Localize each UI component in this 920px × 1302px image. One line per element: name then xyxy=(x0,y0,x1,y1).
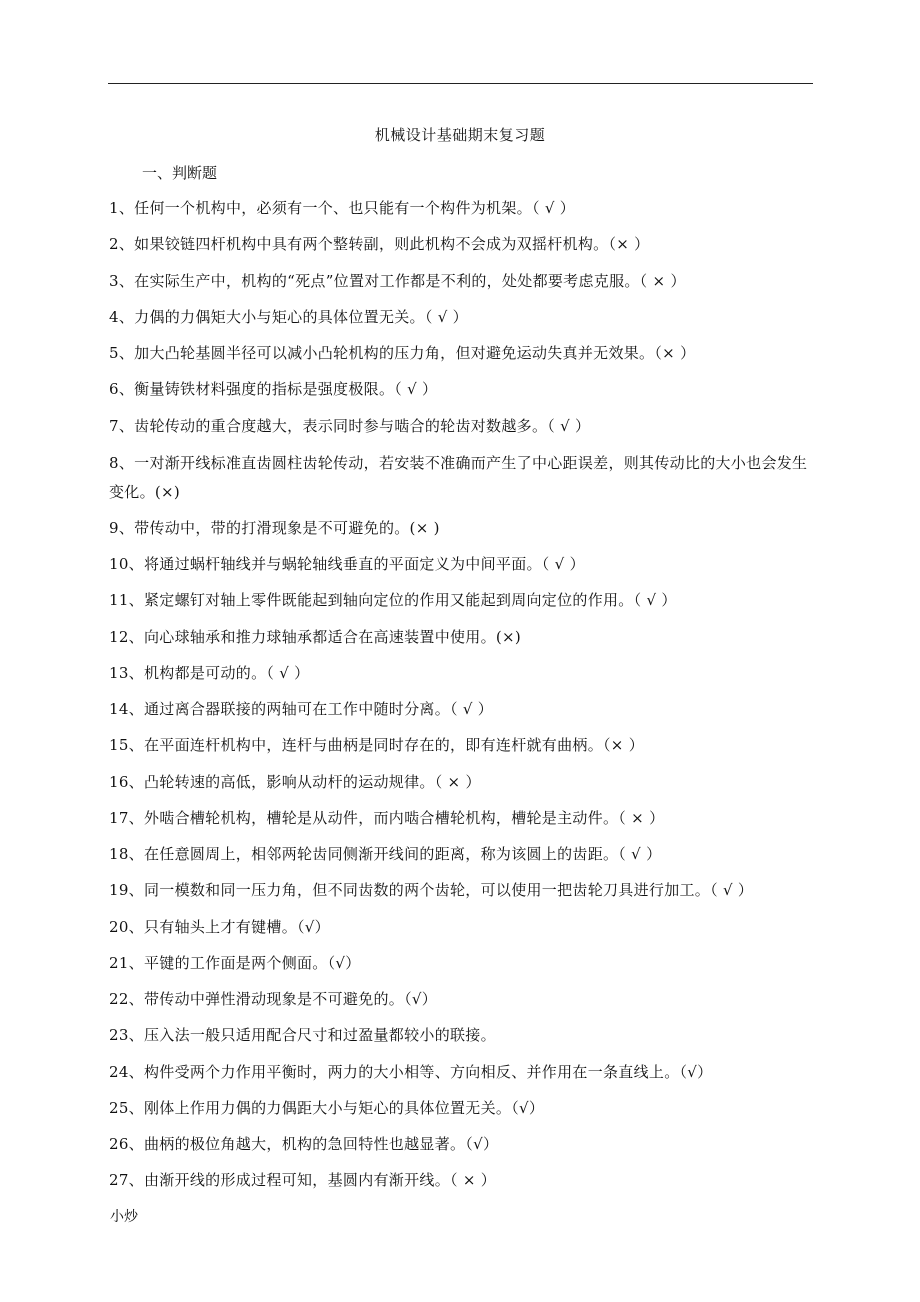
question-item: 27、由渐开线的形成过程可知，基圆内有渐开线。（ × ） xyxy=(109,1171,497,1190)
question-item: 14、通过离合器联接的两轴可在工作中随时分离。（ √ ） xyxy=(109,700,494,718)
question-list xyxy=(109,195,819,1204)
question-item: 5、加大凸轮基圆半径可以减小凸轮机构的压力角，但对避免运动失真并无效果。（× ） xyxy=(109,344,696,362)
question-item: 19、同一模数和同一压力角，但不同齿数的两个齿轮，可以使用一把齿轮刀具进行加工。（ √ ） xyxy=(109,881,754,900)
question-item: 6、衡量铸铁材料强度的指标是强度极限。（ √ ） xyxy=(109,380,438,399)
question-item: 12、向心球轴承和推力球轴承都适合在高速装置中使用。(×) xyxy=(109,627,522,646)
question-item: 2、如果铰链四杆机构中具有两个整转副，则此机构不会成为双摇杆机构。（× ） xyxy=(109,235,650,254)
question-item: 25、刚体上作用力偶的力偶距大小与矩心的具体位置无关。（√） xyxy=(109,1098,545,1117)
question-item: 21、平键的工作面是两个侧面。（√） xyxy=(109,953,361,972)
question-item: 13、机构都是可动的。（ √ ） xyxy=(109,663,310,682)
question-item: 16、凸轮转速的高低，影响从动杆的运动规律。（ × ） xyxy=(109,772,481,791)
question-item: 20、只有轴头上才有键槽。（√） xyxy=(109,917,330,936)
question-item: 3、在实际生产中，机构的“死点”位置对工作都是不利的，处处都要考虑克服。（ × ） xyxy=(109,271,686,290)
page-title: 机械设计基础期末复习题 xyxy=(374,126,546,144)
header-rule xyxy=(108,83,813,84)
footer-note: 小炒 xyxy=(110,1209,138,1225)
question-item: 7、齿轮传动的重合度越大，表示同时参与啮合的轮齿对数越多。（ √ ） xyxy=(109,416,591,435)
question-item: 17、外啮合槽轮机构，槽轮是从动件，而内啮合槽轮机构，槽轮是主动件。（ × ） xyxy=(109,808,665,827)
question-item: 9、带传动中，带的打滑现象是不可避免的。(× ) xyxy=(109,518,440,537)
question-item: 18、在任意圆周上，相邻两轮齿同侧渐开线间的距离，称为该圆上的齿距。（ √ ） xyxy=(109,845,662,863)
question-item: 4、力偶的力偶矩大小与矩心的具体位置无关。（ √ ） xyxy=(109,307,468,326)
question-item: 1、任何一个机构中，必须有一个、也只能有一个构件为机架。（ √ ） xyxy=(109,199,576,217)
question-item: 11、紧定螺钉对轴上零件既能起到轴向定位的作用又能起到周向定位的作用。（ √ ） xyxy=(109,591,677,610)
question-item: 22、带传动中弹性滑动现象是不可避免的。（√） xyxy=(109,990,438,1008)
question-item: 10、将通过蜗杆轴线并与蜗轮轴线垂直的平面定义为中间平面。（ √ ） xyxy=(109,555,585,573)
question-item: 23、压入法一般只适用配合尺寸和过盈量都较小的联接。 xyxy=(109,1026,496,1045)
question-item: 8、一对渐开线标准直齿圆柱齿轮传动，若安装不准确而产生了中心距误差，则其传动比的大小也会发生变化。(×) xyxy=(109,453,808,501)
question-item: 15、在平面连杆机构中，连杆与曲柄是同时存在的，即有连杆就有曲柄。（× ） xyxy=(109,736,645,755)
question-item: 26、曲柄的极位角越大，机构的急回特性也越显著。（√） xyxy=(109,1135,499,1153)
question-item: 24、构件受两个力作用平衡时，两力的大小相等、方向相反、并作用在一条直线上。（√） xyxy=(109,1062,713,1081)
section-heading: 一、判断题 xyxy=(142,164,218,182)
